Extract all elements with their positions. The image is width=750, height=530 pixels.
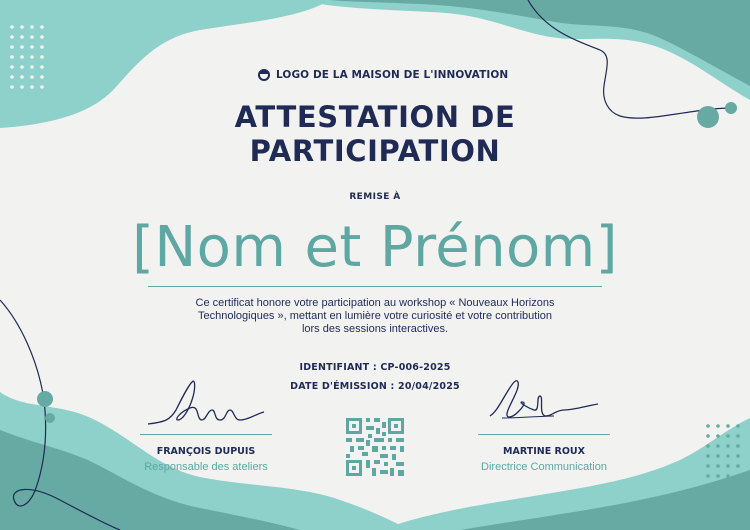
certificate-title	[0, 100, 750, 168]
recipient-underline	[148, 286, 602, 287]
signatory-left-role: Responsable des ateliers	[144, 461, 268, 473]
signature-right	[482, 374, 612, 430]
certificate-description	[0, 297, 750, 336]
signature-line-left	[140, 434, 272, 435]
description-line-2: Technologiques », mettant en lumière votre curiosité et votre contribution	[197, 310, 553, 322]
issue-date: DATE D'ÉMISSION : 20/04/2025	[290, 381, 460, 392]
remise-label: REMISE À	[349, 192, 401, 202]
qr-code-icon	[346, 418, 404, 476]
signatory-right-role: Directrice Communication	[481, 461, 607, 473]
title-line-2: PARTICIPATION	[249, 134, 501, 168]
description-line-1: Ce certificat honore votre participation au workshop « Nouveaux Horizons	[195, 297, 555, 309]
logo-icon	[258, 69, 270, 81]
logo	[258, 68, 508, 82]
signature-left	[140, 376, 270, 432]
certificate-identifier: IDENTIFIANT : CP-006-2025	[299, 362, 451, 373]
title-line-1: ATTESTATION DE	[234, 100, 516, 134]
signatory-right-name: MARTINE ROUX	[503, 446, 585, 457]
signatory-left-name: FRANÇOIS DUPUIS	[156, 446, 256, 457]
description-line-3: lors des sessions interactives.	[301, 323, 449, 335]
logo-text: LOGO DE LA MAISON DE L'INNOVATION	[276, 69, 509, 81]
signature-line-right	[478, 434, 610, 435]
recipient-name: [Nom et Prénom]	[132, 215, 618, 280]
